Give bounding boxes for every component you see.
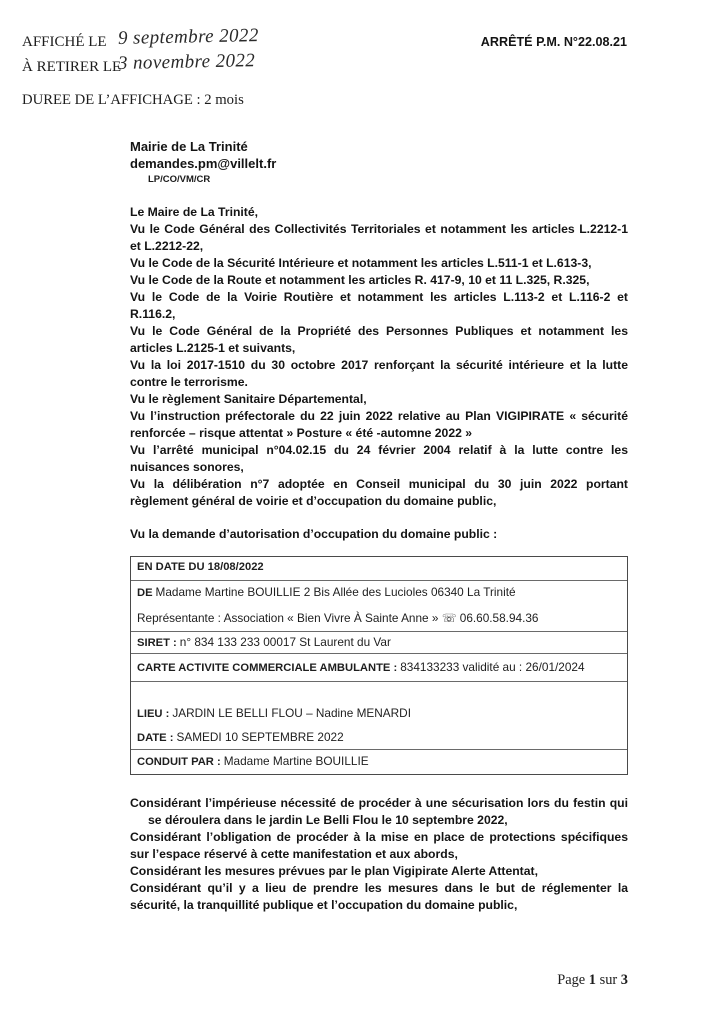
- citation-line: Vu le Code de la Sécurité Intérieure et notamment les articles L.511-1 et L.613-3,: [130, 256, 592, 270]
- citation-line: Vu l’arrêté municipal n°04.02.15 du 24 février 2004 relatif à la lutte contre les: [130, 443, 628, 457]
- vendor-card-value: 834133233 validité au : 26/01/2024: [400, 660, 585, 674]
- led-by-value: Madame Martine BOUILLIE: [223, 754, 369, 768]
- sender-email: demandes.pm@villelt.fr: [130, 156, 277, 171]
- siret-label: SIRET :: [137, 637, 177, 649]
- consideration-line: Considérant les mesures prévues par le plan Vigipirate Alerte Attentat,: [130, 864, 538, 878]
- led-by-label: CONDUIT PAR :: [137, 756, 221, 768]
- request-details-table: [130, 556, 628, 775]
- posted-date-handwritten: 9 septembre 2022: [117, 25, 259, 49]
- citation-line: articles L.2125-1 et suivants,: [130, 341, 296, 355]
- page-current: 1: [588, 972, 596, 988]
- preamble-opening: Le Maire de La Trinité,: [130, 205, 259, 219]
- consideration-line: Considérant qu’il y a lieu de prendre les mesures dans le but de réglementer la: [130, 881, 628, 895]
- citation-line: contre le terrorisme.: [130, 375, 248, 389]
- citation-line: Vu le Code de la Voirie Routière et notamment les articles L.113-2 et L.116-2 et: [130, 290, 628, 304]
- posting-duration: DUREE DE L’AFFICHAGE : 2 mois: [22, 92, 244, 108]
- request-from-row: [131, 581, 627, 632]
- request-date-row: [131, 557, 627, 581]
- citation-line: Vu l’instruction préfectorale du 22 juin 2022 relative au Plan VIGIPIRATE « sécurité: [130, 409, 628, 423]
- citation-line: Vu la délibération n°7 adoptée en Conseil municipal du 30 juin 2022 portant: [130, 477, 628, 491]
- siret-value: n° 834 133 233 00017 St Laurent du Var: [179, 635, 391, 649]
- remove-date-handwritten: 3 novembre 2022: [117, 50, 256, 74]
- sender-name: Mairie de La Trinité: [130, 139, 248, 154]
- consideration-line: Considérant l’obligation de procéder à la mise en place de protections spécifiques: [130, 830, 628, 844]
- from-label: DE: [137, 587, 153, 599]
- citation-line: R.116.2,: [130, 307, 176, 321]
- considerations: [130, 795, 628, 914]
- citation-line: nuisances sonores,: [130, 460, 244, 474]
- citation-line: renforcée – risque attentat » Posture « été -automne 2022 »: [130, 426, 473, 440]
- posted-label: AFFICHÉ LE: [22, 34, 107, 50]
- remove-label: À RETIRER LE: [22, 59, 122, 75]
- request-date: EN DATE DU 18/08/2022: [137, 561, 264, 573]
- event-date-value: SAMEDI 10 SEPTEMBRE 2022: [176, 730, 344, 744]
- from-value: Madame Martine BOUILLIE 2 Bis Allée des Lucioles 06340 La Trinité: [155, 585, 516, 599]
- place-date-row: [131, 682, 627, 750]
- vendor-card-row: [131, 654, 627, 682]
- citation-line: Vu le Code de la Route et notamment les articles R. 417-9, 10 et 11 L.325, R.325,: [130, 273, 590, 287]
- representative-value: Représentante : Association « Bien Vivre À Sainte Anne » ☏ 06.60.58.94.36: [137, 611, 539, 625]
- citation-line: Vu le règlement Sanitaire Départemental,: [130, 392, 367, 406]
- page-word: Page: [557, 972, 586, 988]
- page-of-word: sur: [599, 972, 618, 988]
- page-number: [557, 971, 628, 989]
- decree-number: ARRÊTÉ P.M. N°22.08.21: [480, 35, 627, 49]
- siret-row: [131, 632, 627, 654]
- led-by-row: [131, 750, 627, 774]
- citation-line: Vu le Code Général de la Propriété des Personnes Publiques et notamment les: [130, 324, 628, 338]
- consideration-line: sur l’espace réservé à cette manifestation et aux abords,: [130, 847, 458, 861]
- sender-reference: LP/CO/VM/CR: [148, 174, 211, 185]
- consideration-line: Considérant l’impérieuse nécessité de procéder à une sécurisation lors du festin qui: [130, 796, 628, 810]
- request-intro: [130, 526, 628, 543]
- place-value: JARDIN LE BELLI FLOU – Nadine MENARDI: [172, 706, 411, 720]
- citation-line: Vu la loi 2017-1510 du 30 octobre 2017 renforçant la sécurité intérieure et la lutte: [130, 358, 628, 372]
- consideration-line: sécurité, la tranquillité publique et l’occupation du domaine public,: [130, 898, 518, 912]
- page-total: 3: [620, 972, 628, 988]
- request-intro-text: Vu la demande d’autorisation d’occupation du domaine public :: [130, 527, 498, 541]
- event-date-label: DATE :: [137, 732, 174, 744]
- consideration-line: se déroulera dans le jardin Le Belli Flou le 10 septembre 2022,: [148, 813, 508, 827]
- preamble: [130, 204, 628, 510]
- citation-line: règlement général de voirie et d’occupation du domaine public,: [130, 494, 497, 508]
- place-label: LIEU :: [137, 708, 170, 720]
- vendor-card-label: CARTE ACTIVITE COMMERCIALE AMBULANTE :: [137, 662, 398, 674]
- citation-line: Vu le Code Général des Collectivités Territoriales et notamment les articles L.2212-1: [130, 222, 628, 236]
- citation-line: et L.2212-22,: [130, 239, 204, 253]
